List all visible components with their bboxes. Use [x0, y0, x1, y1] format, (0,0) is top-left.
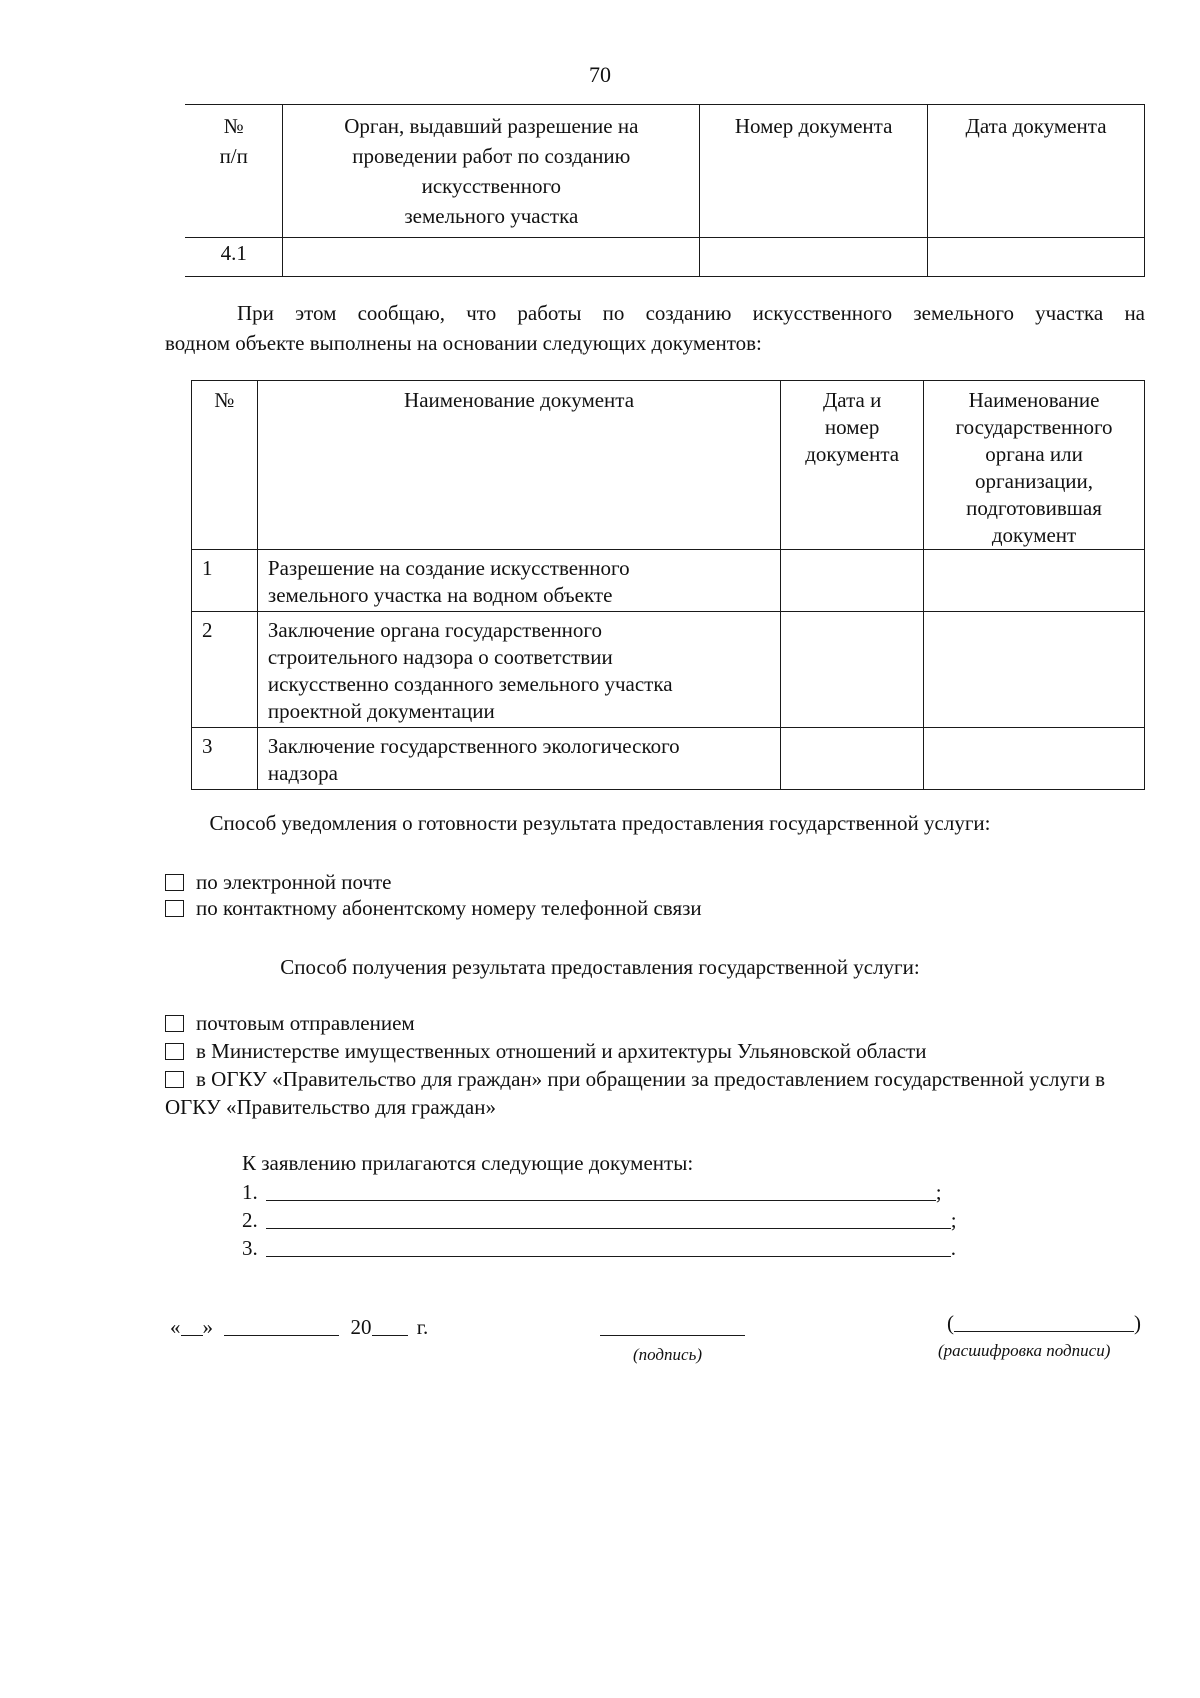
- doc-name-line: надзора: [267, 761, 338, 785]
- option-label: в Министерстве имущественных отношений и архитектуры Ульяновской области: [196, 1039, 927, 1063]
- receive-option-mail[interactable]: [165, 1010, 415, 1036]
- header-organ-line: Орган, выдавший разрешение на: [344, 114, 639, 138]
- signature-line[interactable]: [600, 1313, 745, 1336]
- option-label: почтовым отправлением: [196, 1011, 415, 1035]
- checkbox[interactable]: [165, 1015, 184, 1032]
- header-line: органа или: [985, 442, 1083, 466]
- works-paragraph: [165, 298, 1145, 358]
- attachment-line[interactable]: [266, 1234, 951, 1257]
- header-doc-name: Наименование документа: [257, 381, 780, 550]
- checkbox[interactable]: [165, 1071, 184, 1088]
- attachment-end: .: [950, 1236, 956, 1260]
- year-prefix: 20: [350, 1315, 372, 1339]
- receive-option-ogku[interactable]: [165, 1065, 1145, 1121]
- header-doc-date: Дата документа: [928, 105, 1145, 238]
- header-line: номер: [824, 415, 880, 439]
- page-number: 70: [589, 62, 611, 87]
- header-organ-line: проведении работ по созданию: [352, 144, 631, 168]
- signature-field[interactable]: [600, 1313, 745, 1341]
- checkbox[interactable]: [165, 900, 184, 917]
- month-line[interactable]: [224, 1313, 339, 1336]
- attachment-num: 2.: [242, 1208, 258, 1232]
- signature-caption: (подпись): [633, 1345, 702, 1364]
- day-line[interactable]: [181, 1313, 203, 1336]
- row-doc-number-cell[interactable]: [700, 238, 928, 277]
- attachments-title: К заявлению прилагаются следующие документы:: [242, 1151, 694, 1175]
- doc-name-line: Разрешение на создание искусственного: [267, 556, 630, 580]
- attachment-num: 1.: [242, 1180, 258, 1204]
- header-line: Наименование: [968, 388, 1100, 412]
- header-organ-line: земельного участка: [404, 204, 579, 228]
- attachment-item[interactable]: [242, 1234, 956, 1262]
- doc-name-line: проектной документации: [267, 699, 495, 723]
- row-num: 1: [192, 550, 258, 612]
- decoding-field[interactable]: [947, 1309, 1141, 1337]
- row-org-cell[interactable]: [924, 550, 1145, 612]
- header-line: документа: [805, 442, 900, 466]
- header-num-line: п/п: [219, 144, 248, 168]
- decoding-line[interactable]: [954, 1309, 1134, 1332]
- attachment-num: 3.: [242, 1236, 258, 1260]
- checkbox[interactable]: [165, 1043, 184, 1060]
- row-org-cell[interactable]: [924, 612, 1145, 728]
- table-row: [192, 612, 1145, 728]
- notify-option-phone[interactable]: [165, 895, 702, 921]
- doc-name-line: Заключение государственного экологического: [267, 734, 680, 758]
- header-line: документ: [991, 523, 1077, 547]
- notify-heading: Способ уведомления о готовности результата предоставления государственной услуги:: [209, 811, 991, 835]
- permit-table: [185, 104, 1145, 277]
- row-date-cell[interactable]: [781, 550, 924, 612]
- header-line: подготовившая: [966, 496, 1102, 520]
- attachment-end: ;: [935, 1180, 942, 1204]
- attachment-line[interactable]: [266, 1206, 951, 1229]
- paren-open: (: [947, 1311, 954, 1335]
- header-doc-number: Номер документа: [700, 105, 928, 238]
- header-line: Дата и: [822, 388, 882, 412]
- row-date-cell[interactable]: [781, 728, 924, 790]
- paragraph-line: При этом сообщаю, что работы по созданию искусственного земельного участка на: [237, 301, 1145, 325]
- receive-option-ministry[interactable]: [165, 1038, 926, 1064]
- header-line: государственного: [955, 415, 1113, 439]
- row-doc-name: [257, 550, 780, 612]
- table-row: [192, 550, 1145, 612]
- paren-close: ): [1134, 1311, 1141, 1335]
- doc-name-line: земельного участка на водном объекте: [267, 583, 613, 607]
- row-num: 3: [192, 728, 258, 790]
- doc-name-line: строительного надзора о соответствии: [267, 645, 613, 669]
- attachment-end: ;: [950, 1208, 957, 1232]
- quote-close: »: [202, 1315, 213, 1339]
- row-date-cell[interactable]: [781, 612, 924, 728]
- row-num: 2: [192, 612, 258, 728]
- header-organ: [283, 105, 700, 238]
- documents-table-header: [192, 381, 1145, 550]
- doc-name-line: искусственно созданного земельного участка: [267, 672, 673, 696]
- row-doc-name: [257, 728, 780, 790]
- paragraph-line: водном объекте выполнены на основании следующих документов:: [165, 331, 762, 355]
- header-num-line: №: [223, 114, 244, 138]
- header-date-number: [781, 381, 924, 550]
- quote-open: «: [170, 1315, 181, 1339]
- permit-table-header: [185, 105, 1145, 238]
- option-label: по контактному абонентскому номеру телефонной связи: [196, 896, 702, 920]
- header-organization: [924, 381, 1145, 550]
- option-label: в ОГКУ «Правительство для граждан» при обращении за предоставлением государственной услуги в ОГКУ «Правительство для граждан»: [165, 1067, 1106, 1119]
- attachment-line[interactable]: [266, 1178, 936, 1201]
- attachment-item[interactable]: [242, 1206, 957, 1234]
- row-doc-date-cell[interactable]: [928, 238, 1145, 277]
- year-suffix: г.: [416, 1315, 429, 1339]
- date-field[interactable]: [170, 1313, 428, 1341]
- option-label: по электронной почте: [196, 870, 392, 894]
- documents-table: [191, 380, 1145, 790]
- doc-name-line: Заключение органа государственного: [267, 618, 603, 642]
- checkbox[interactable]: [165, 874, 184, 891]
- notify-option-email[interactable]: [165, 869, 392, 895]
- attachment-item[interactable]: [242, 1178, 942, 1206]
- header-line: организации,: [975, 469, 1094, 493]
- header-num: [185, 105, 283, 238]
- decoding-caption: (расшифровка подписи): [938, 1341, 1111, 1360]
- row-organ-cell[interactable]: [283, 238, 700, 277]
- year-line[interactable]: [372, 1313, 408, 1336]
- header-organ-line: искусственного: [421, 174, 562, 198]
- receive-heading: Способ получения результата предоставления государственной услуги:: [280, 955, 920, 979]
- row-doc-name: [257, 612, 780, 728]
- table-row: [192, 728, 1145, 790]
- row-num: 4.1: [185, 238, 283, 277]
- table-row: [185, 238, 1145, 277]
- row-org-cell[interactable]: [924, 728, 1145, 790]
- header-num: №: [192, 381, 258, 550]
